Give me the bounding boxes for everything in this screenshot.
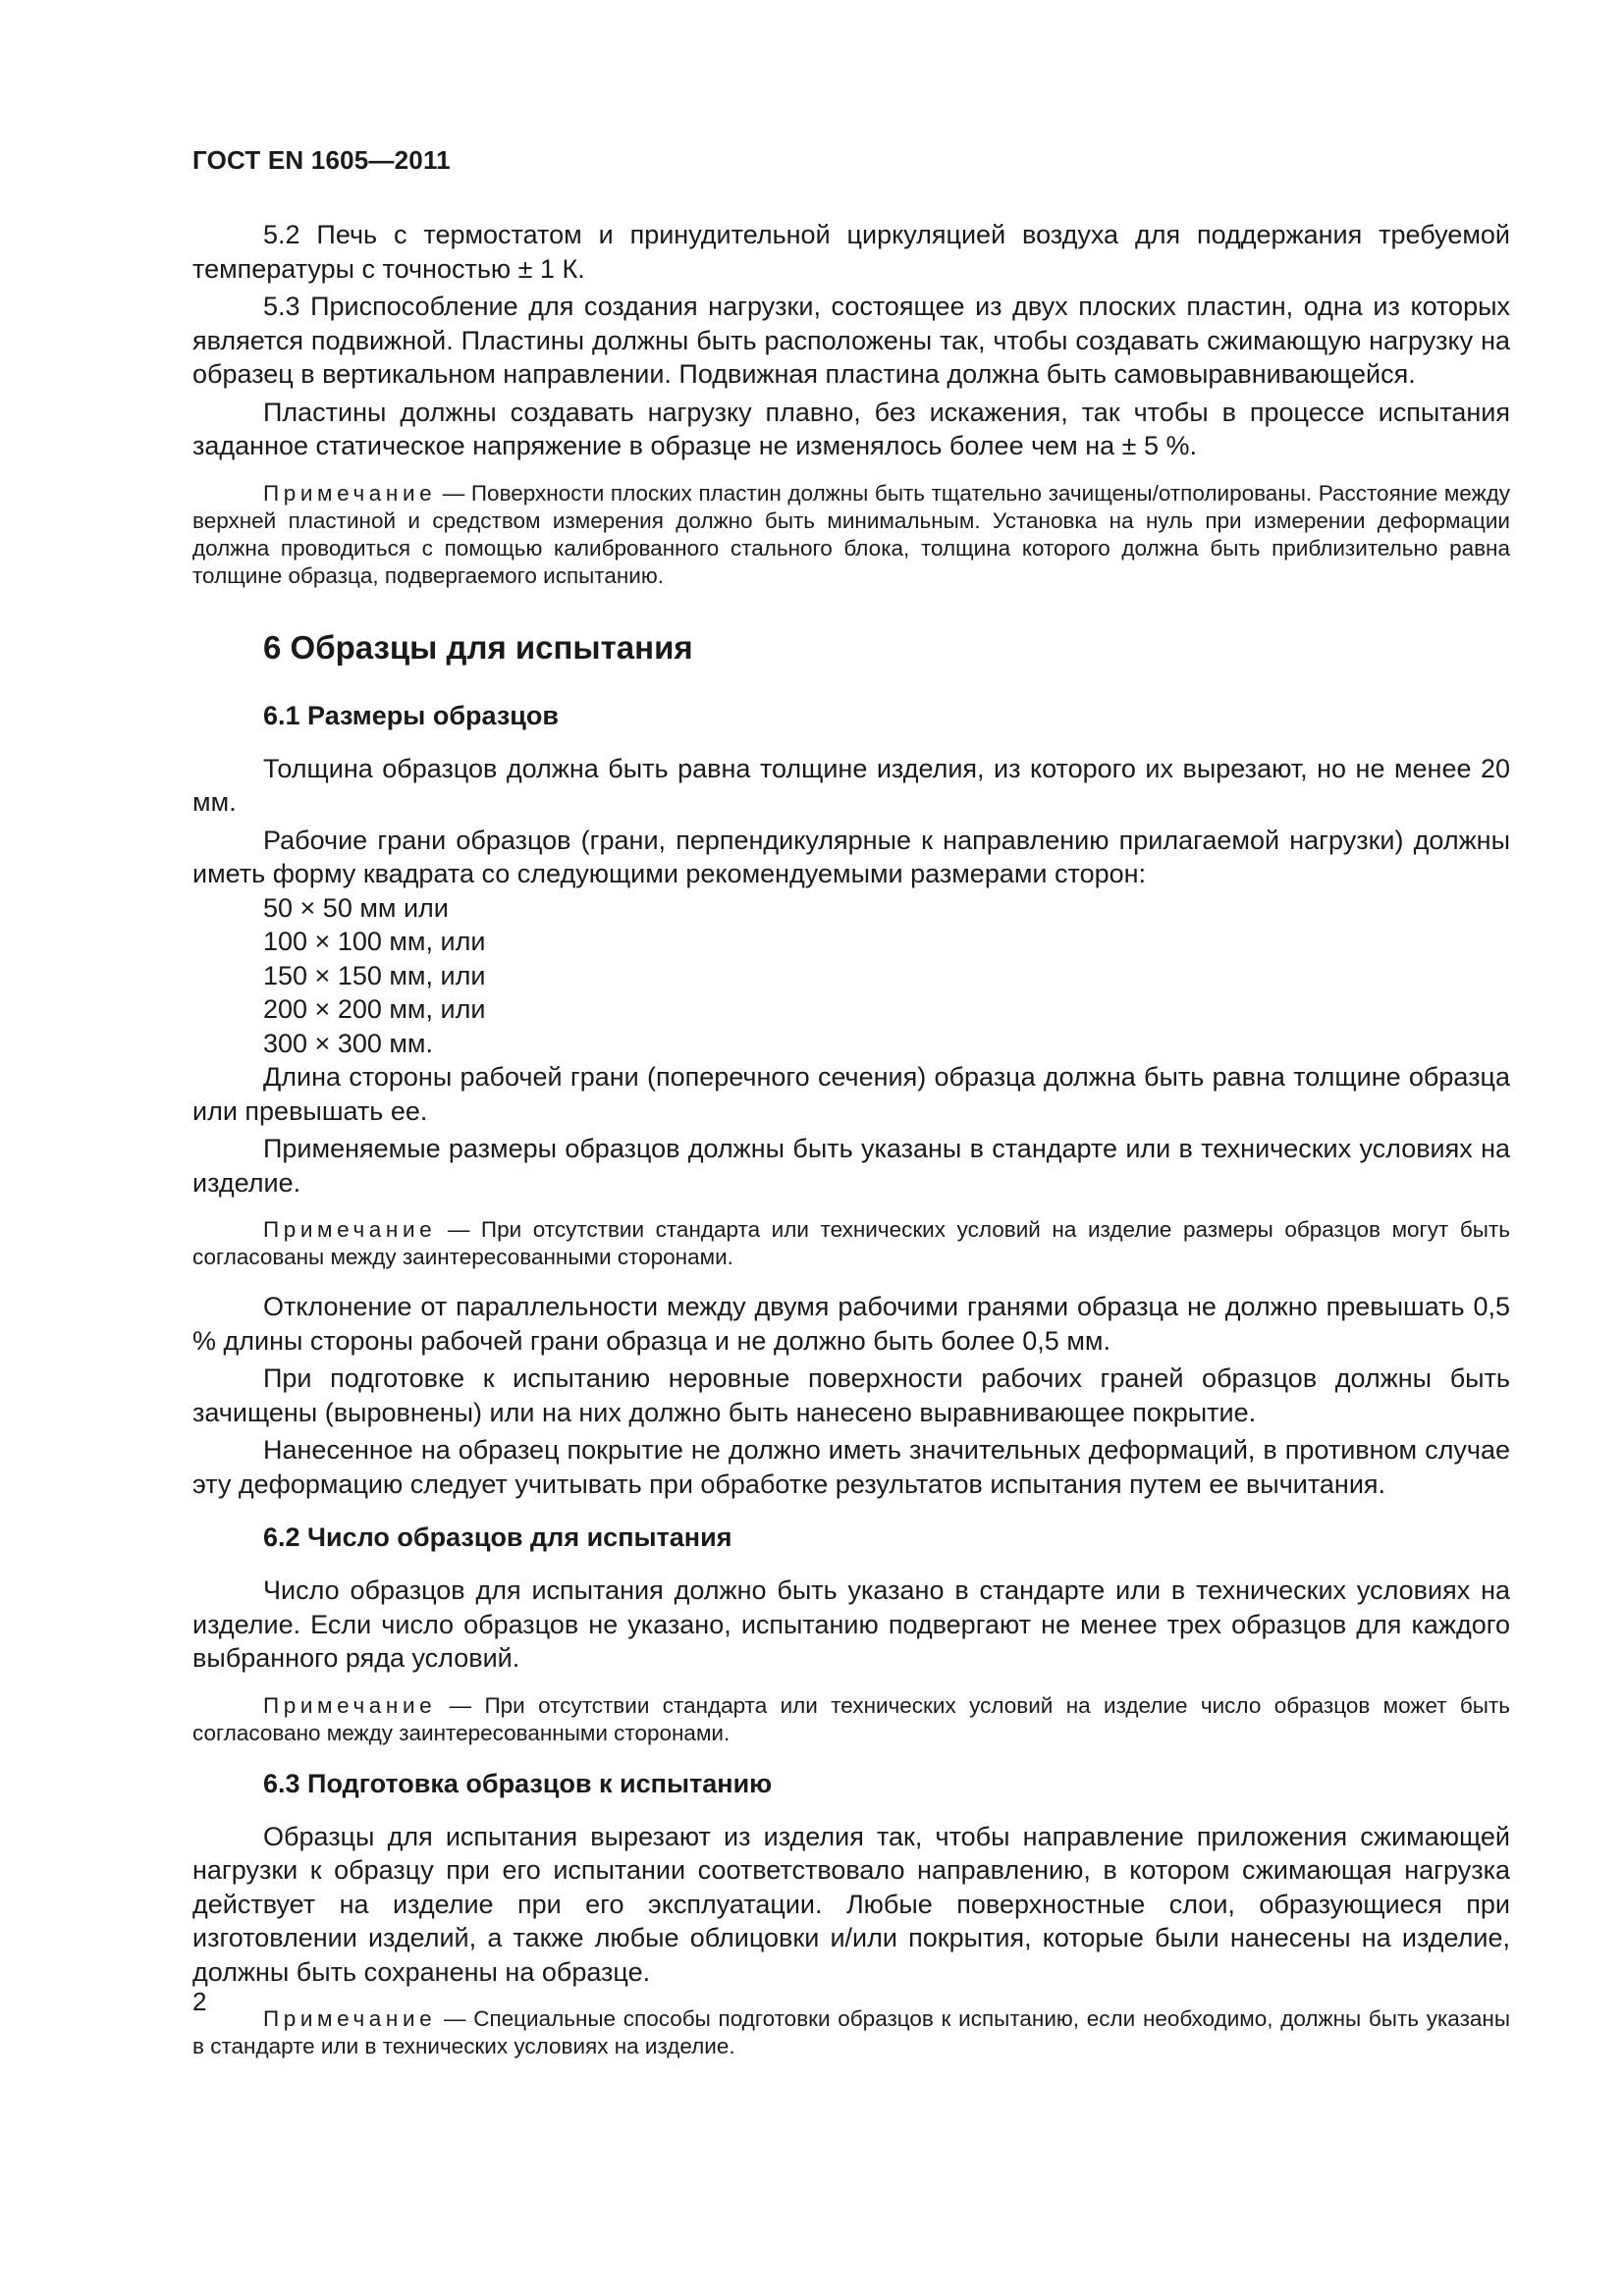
paragraph-deviation: Отклонение от параллельности между двумя рабочими гранями образца не должно превышать 0,5 % длины стороны рабочей грани образца и не должно быть более 0,5 мм.: [192, 1292, 1510, 1356]
subsection-6-2-heading: 6.2 Число образцов для испытания: [263, 1522, 732, 1552]
note-label: Примечание: [263, 1692, 437, 1718]
paragraph-coating: Нанесенное на образец покрытие не должно иметь значительных деформаций, в противном случае эту деформацию следует учитывать при обработке результатов испытания путем ее вычитания.: [192, 1435, 1510, 1499]
size-item: 300 × 300 мм.: [263, 1028, 433, 1058]
subsection-6-3-heading: 6.3 Подготовка образцов к испытанию: [263, 1768, 773, 1798]
paragraph-number: Число образцов для испытания должно быть указано в стандарте или в технических условиях на изделие. Если число образцов не указано, испытанию подвергают не менее трех образцов для каждого выбранного ряда условий.: [192, 1575, 1510, 1673]
paragraph-5-3: 5.3 Приспособление для создания нагрузки, состоящее из двух плоских пластин, одна из которых является подвижной. Пластины должны быть расположены так, чтобы создавать сжимающую нагрузку на образец в вертикальном направлении. Подвижная пластина должна быть самовыравнивающейся.: [192, 292, 1510, 389]
section-6-heading: 6 Образцы для испытания: [263, 628, 693, 666]
note-5: [192, 480, 1510, 590]
paragraph-preparation: При подготовке к испытанию неровные поверхности рабочих граней образцов должны быть зачищены (выровнены) или на них должно быть нанесено выравнивающее покрытие.: [192, 1363, 1510, 1427]
note-text: — При отсутствии стандарта или технических условий на изделие размеры образцов могут быть согласованы между заинтересованными сторонами.: [192, 1217, 1510, 1269]
note-label: Примечание: [263, 1217, 437, 1242]
size-item: 50 × 50 мм или: [263, 892, 449, 923]
paragraph-cutting: Образцы для испытания вырезают из изделия так, чтобы направление приложения сжимающей нагрузки к образцу при его испытании соответствовало направлению, в котором сжимающая нагрузка действует на изделие при его эксплуатации. Любые поверхностные слои, образующиеся при изготовлении изделий, а также любые облицовки и/или покрытия, которые были нанесены на изделие, должны быть сохранены на образце.: [192, 1821, 1510, 1987]
note-6-3: [192, 2005, 1510, 2060]
document-header: ГОСТ EN 1605—2011: [192, 145, 451, 175]
note-text: — Поверхности плоских пластин должны быть тщательно зачищены/отполированы. Расстояние между верхней пластиной и средством измерения должно быть минимальным. Установка на нуль при измерении деформации должна проводиться с помощью калиброванного стального блока, толщина которого должна быть приблизительно равна толщине образца, подвергаемого испытанию.: [192, 480, 1510, 588]
paragraph-5-2: 5.2 Печь с термостатом и принудительной циркуляцией воздуха для поддержания требуемой температуры с точностью ± 1 К.: [192, 220, 1510, 284]
paragraph-faces: Рабочие грани образцов (грани, перпендикулярные к направлению прилагаемой нагрузки) должны иметь форму квадрата со следующими рекомендуемыми размерами сторон:: [192, 825, 1510, 888]
page-number: 2: [192, 1987, 207, 2016]
size-item: 100 × 100 мм, или: [263, 927, 486, 956]
paragraph-applied-sizes: Применяемые размеры образцов должны быть указаны в стандарте или в технических условиях на изделие.: [192, 1134, 1510, 1198]
note-text: — При отсутствии стандарта или технических условий на изделие число образцов может быть согласовано между заинтересованными сторонами.: [192, 1692, 1510, 1745]
note-label: Примечание: [263, 480, 437, 506]
note-text: — Специальные способы подготовки образцов к испытанию, если необходимо, должны быть указаны в стандарте или в технических условиях на изделие.: [192, 2006, 1510, 2058]
size-item: 150 × 150 мм, или: [263, 960, 486, 990]
paragraph-thickness: Толщина образцов должна быть равна толщине изделия, из которого их вырезают, но не менее 20 мм.: [192, 753, 1510, 817]
subsection-6-1-heading: 6.1 Размеры образцов: [263, 700, 559, 730]
note-6-2: [192, 1692, 1510, 1747]
page-content: [192, 218, 1510, 2060]
paragraph-face-length: Длина стороны рабочей грани (поперечного сечения) образца должна быть равна толщине образца или превышать ее.: [192, 1062, 1510, 1126]
note-6-1: [192, 1216, 1510, 1271]
note-label: Примечание: [263, 2006, 437, 2031]
size-item: 200 × 200 мм, или: [263, 994, 486, 1024]
paragraph-plates: Пластины должны создавать нагрузку плавно, без искажения, так чтобы в процессе испытания заданное статическое напряжение в образце не изменялось более чем на ± 5 %.: [192, 397, 1510, 460]
